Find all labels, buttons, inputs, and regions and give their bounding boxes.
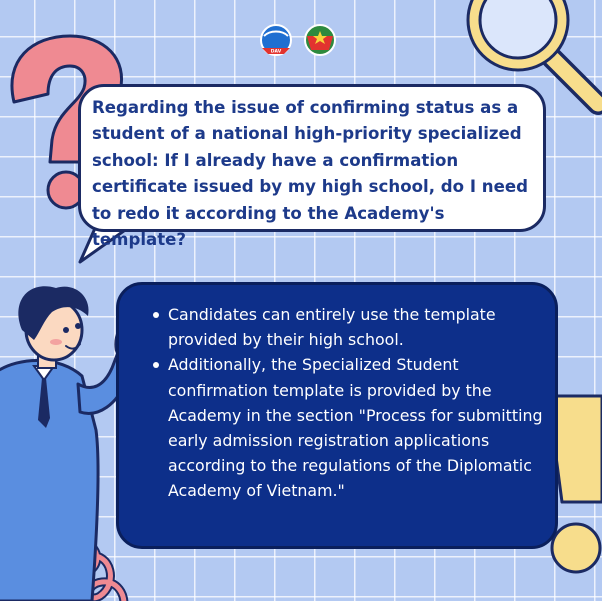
question-text: Regarding the issue of confirming status as a student of a national high-priority specialized school: If I already have a confirmation certificate issued by my high school, do I need to redo it according to the Academy's template? xyxy=(92,98,528,250)
dav-logo-caption: DAV xyxy=(270,49,282,55)
answer-point-2: Additionally, the Specialized Student confirmation template is provided by the Academy in the section "Process for submitting early admission registration applications according to the regulations of the Diplomatic Academy of Vietnam." xyxy=(168,352,563,503)
youth-union-logo xyxy=(305,25,335,55)
dav-logo xyxy=(261,25,291,55)
answer-list xyxy=(146,302,563,504)
answer-point-1: Candidates can entirely use the template provided by their high school. xyxy=(168,302,563,352)
